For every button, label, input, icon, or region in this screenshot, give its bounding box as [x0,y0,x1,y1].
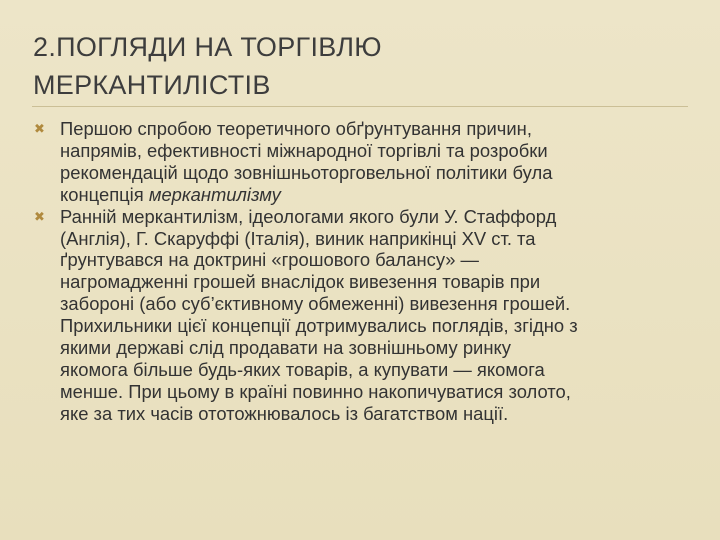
bullet-2-line-5: забороні (або суб’єктивному обмеженні) вивезення грошей. [60,293,571,315]
bullet-2-line-10: яке за тих часів ототожнювалось із багатством нації. [60,402,509,424]
bullet-2-line-8: якомога більше будь-яких товарів, а купувати — якомога [60,358,545,380]
bullet-1-line-1: Першою спробою теоретичного обґрунтування причин, [60,118,532,139]
bullet-1-line-2: напрямів, ефективності міжнародної торгівлі та розробки [60,139,548,161]
bullet-2-line-9: менше. При цьому в країні повинно накопичуватися золото, [60,380,571,402]
bullet-item-1 [34,118,694,206]
slide-title-line-1: 2.ПОГЛЯДИ НА ТОРГІВЛЮ [33,32,382,62]
bullet-list [34,118,694,425]
x-bullet-icon: ✖ [34,208,45,224]
bullet-item-2 [34,206,694,425]
bullet-1-line-3: рекомендацій щодо зовнішньоторговельної політики була [60,161,553,183]
x-bullet-icon: ✖ [34,121,45,136]
bullet-2-line-4: нагромадженні грошей внаслідок вивезення товарів при [60,271,541,293]
bullet-2-line-6: Прихильники цієї концепції дотримувались поглядів, згідно з [60,315,578,337]
bullet-2-line-2: (Англія), Г. Скаруффі (Італія), виник наприкінці XV ст. та [60,227,536,249]
bullet-2-line-7: якими державі слід продавати на зовнішньому ринку [60,337,511,359]
title-divider [32,106,688,107]
bullet-1-line-4 [60,184,694,206]
bullet-2-line-3: ґрунтувався на доктрині «грошового балансу» — [60,249,479,271]
slide-title-line-2: МЕРКАНТИЛІСТІВ [33,70,271,100]
bullet-2-line-1: Ранній меркантилізм, ідеологами якого були У. Стаффорд [60,205,557,227]
bullet-1-italic-term: меркантилізму [148,183,281,205]
slide-title [33,28,693,104]
bullet-1-line-4-prefix: концепція [60,183,149,205]
